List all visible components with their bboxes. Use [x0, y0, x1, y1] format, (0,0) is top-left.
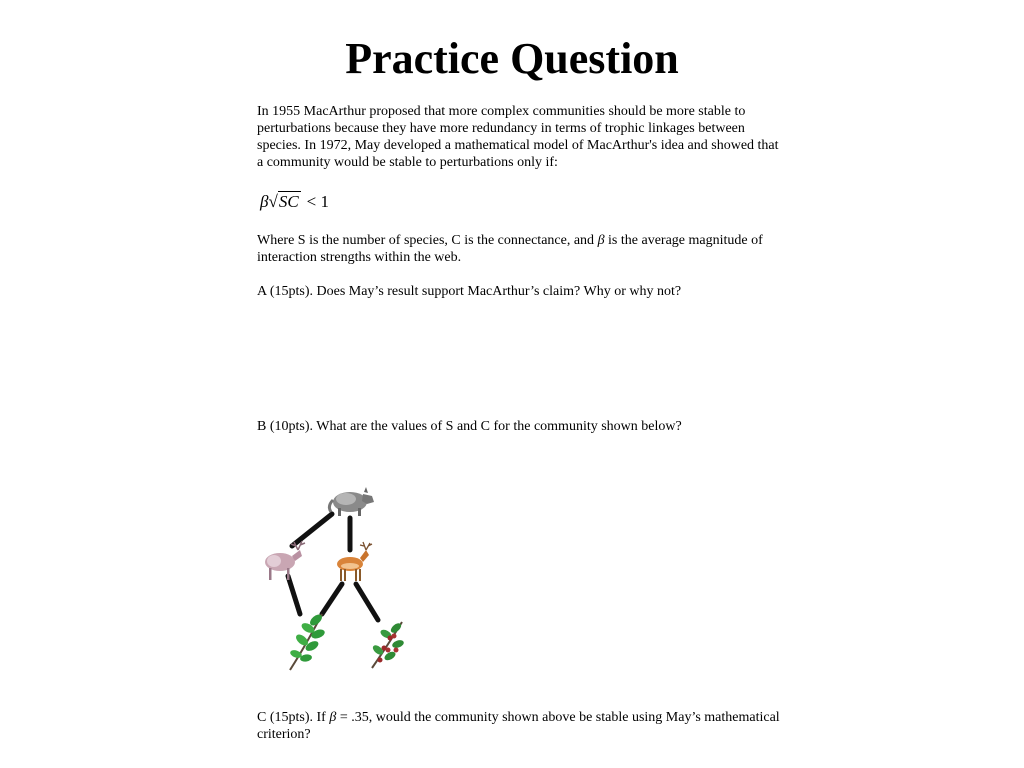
question-c	[257, 709, 787, 743]
link-wolf-caribou	[292, 514, 332, 546]
definitions-paragraph	[257, 232, 787, 266]
caribou-icon	[265, 541, 305, 580]
berry-plant-icon	[371, 621, 405, 668]
formula-radical: √	[268, 192, 278, 211]
link-caribou-green-plant	[288, 576, 300, 614]
formula-radicand: SC	[278, 192, 299, 211]
formula-beta: β	[260, 192, 269, 211]
green-plant-icon	[289, 612, 326, 670]
page-title: Practice Question	[345, 34, 679, 83]
definitions-beta: β	[597, 233, 605, 248]
question-c-text-1: C (15pts). If	[257, 710, 330, 725]
question-c-beta: β	[329, 710, 337, 725]
question-a: A (15pts). Does May’s result support MacArthur’s claim? Why or why not?	[257, 284, 682, 299]
deer-icon	[337, 542, 372, 581]
question-b: B (10pts). What are the values of S and C for the community shown below?	[257, 419, 682, 434]
link-deer-green-plant	[322, 584, 342, 614]
wolf-icon	[329, 487, 374, 516]
link-deer-berry-plant	[356, 584, 378, 620]
may-stability-formula	[260, 190, 329, 214]
definitions-text-1: Where S is the number of species, C is the connectance, and	[257, 233, 598, 248]
food-web-links	[288, 514, 378, 620]
definitions-text-2: is the average magnitude of interaction strengths within the web.	[257, 233, 763, 265]
food-web-diagram	[250, 478, 430, 678]
formula-relation: < 1	[306, 192, 329, 211]
question-c-text-2: = .35, would the community shown above be stable using May’s mathematical criterion?	[257, 710, 780, 742]
intro-paragraph: In 1955 MacArthur proposed that more complex communities should be more stable to perturbations because they have more redundancy in terms of trophic linkages between species. In 1972, May developed a mathematical model of MacArthur's idea and showed that a community would be stable to perturbations only if:	[257, 104, 779, 170]
